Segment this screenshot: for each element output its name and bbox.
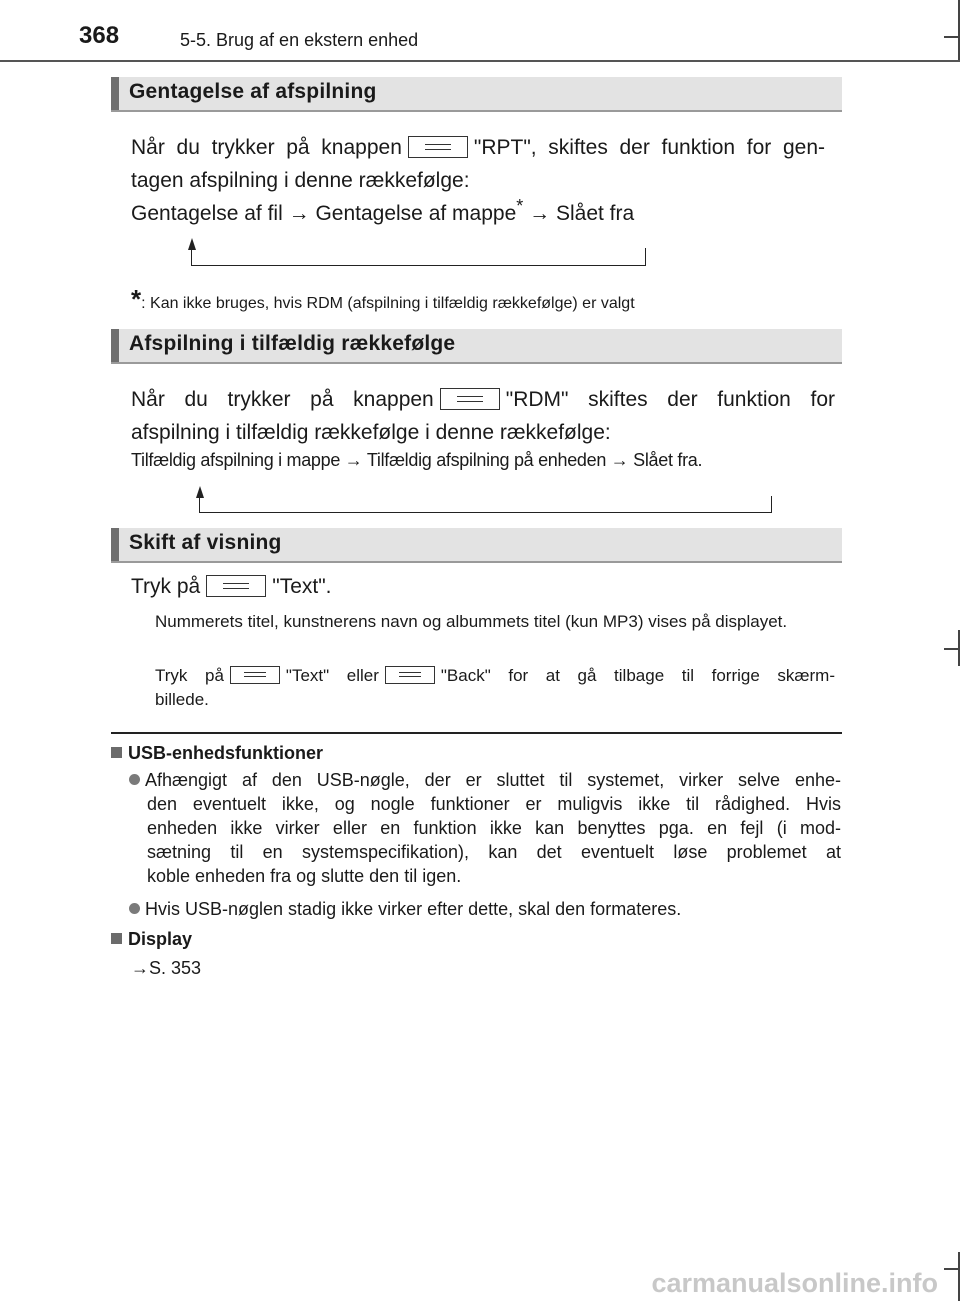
text-button-icon (206, 575, 266, 597)
section-heading-display (111, 528, 842, 563)
loop-line (199, 496, 772, 513)
display-heading: Display (111, 927, 192, 951)
display-sub2-line2: billede. (155, 690, 209, 709)
section-bar (111, 528, 119, 561)
section-title: Skift af visning (129, 531, 282, 554)
square-bullet-icon (111, 747, 122, 758)
loop-line (191, 248, 646, 266)
section-title: Gentagelse af afspilning (129, 80, 377, 103)
footnote: *: Kan ikke bruges, hvis RDM (afspilning i tilfældig rækkefølge) er valgt (131, 284, 635, 314)
round-bullet-icon (129, 903, 140, 914)
round-bullet-icon (129, 774, 140, 785)
section-heading-repeat (111, 77, 842, 112)
page-number: 368 (79, 22, 120, 49)
random-paragraph-line1: Når du trykker på knappen "RDM" skiftes der funktion for (131, 388, 835, 411)
arrow-icon: → (131, 958, 149, 978)
random-sequence: Tilfældig afspilning i mappe → Tilfældig afspilning på enheden → Slået fra. (131, 450, 703, 470)
arrow-icon: → (529, 202, 551, 225)
usb-heading: USB-enhedsfunktioner (111, 741, 323, 765)
arrow-icon: → (288, 202, 310, 225)
square-bullet-icon (111, 933, 122, 944)
rdm-button-icon (440, 388, 500, 410)
section-bar (111, 77, 119, 110)
repeat-paragraph-line1: Når du trykker på knappen "RPT", skiftes der funktion for gen- (131, 136, 825, 159)
display-paragraph: Tryk på "Text". (131, 575, 332, 598)
arrow-icon: → (610, 450, 629, 470)
crop-mark (958, 630, 960, 666)
usb-item-1: Afhængigt af den USB-nøgle, der er sluttet til systemet, virker selve enhe- den eventuelt ikke, og nogle funktioner er muligvis ikke til rådighed. Hvis enheden ikke virker eller en funktion ikke kan benyttes pga. en fejl (i mod- sætning til en systemspecifikation), kan det eventuelt løse problemet at koble enheden fra og slutte den til igen. (129, 768, 841, 888)
section-title: Afspilning i tilfældig rækkefølge (129, 332, 456, 355)
display-reference: →S. 353 (131, 958, 202, 978)
text-button-icon (230, 666, 280, 684)
repeat-paragraph-line2: tagen afspilning i denne rækkefølge: (131, 169, 470, 192)
divider (111, 732, 842, 734)
section-bar (111, 329, 119, 362)
repeat-sequence: Gentagelse af fil → Gentagelse af mappe* → Slået fra (131, 196, 635, 225)
random-paragraph-line2: afspilning i tilfældig rækkefølge i denne rækkefølge: (131, 421, 611, 444)
crop-mark (958, 1252, 960, 1301)
watermark: carmanualsonline.info (651, 1268, 938, 1298)
crop-mark (958, 0, 960, 60)
rpt-button-icon (408, 136, 468, 158)
chapter-title: 5-5. Brug af en ekstern enhed (180, 30, 419, 50)
section-heading-random (111, 329, 842, 364)
header-rule (0, 60, 960, 62)
display-sub1: Nummerets titel, kunstnerens navn og albummets titel (kun MP3) vises på displayet. (155, 612, 788, 631)
display-sub2-line1: Tryk på "Text" eller "Back" for at gå tilbage til forrige skærm- (155, 666, 835, 685)
back-button-icon (385, 666, 435, 684)
arrow-icon: → (344, 450, 363, 470)
usb-item-2: Hvis USB-nøglen stadig ikke virker efter dette, skal den formateres. (129, 897, 681, 921)
